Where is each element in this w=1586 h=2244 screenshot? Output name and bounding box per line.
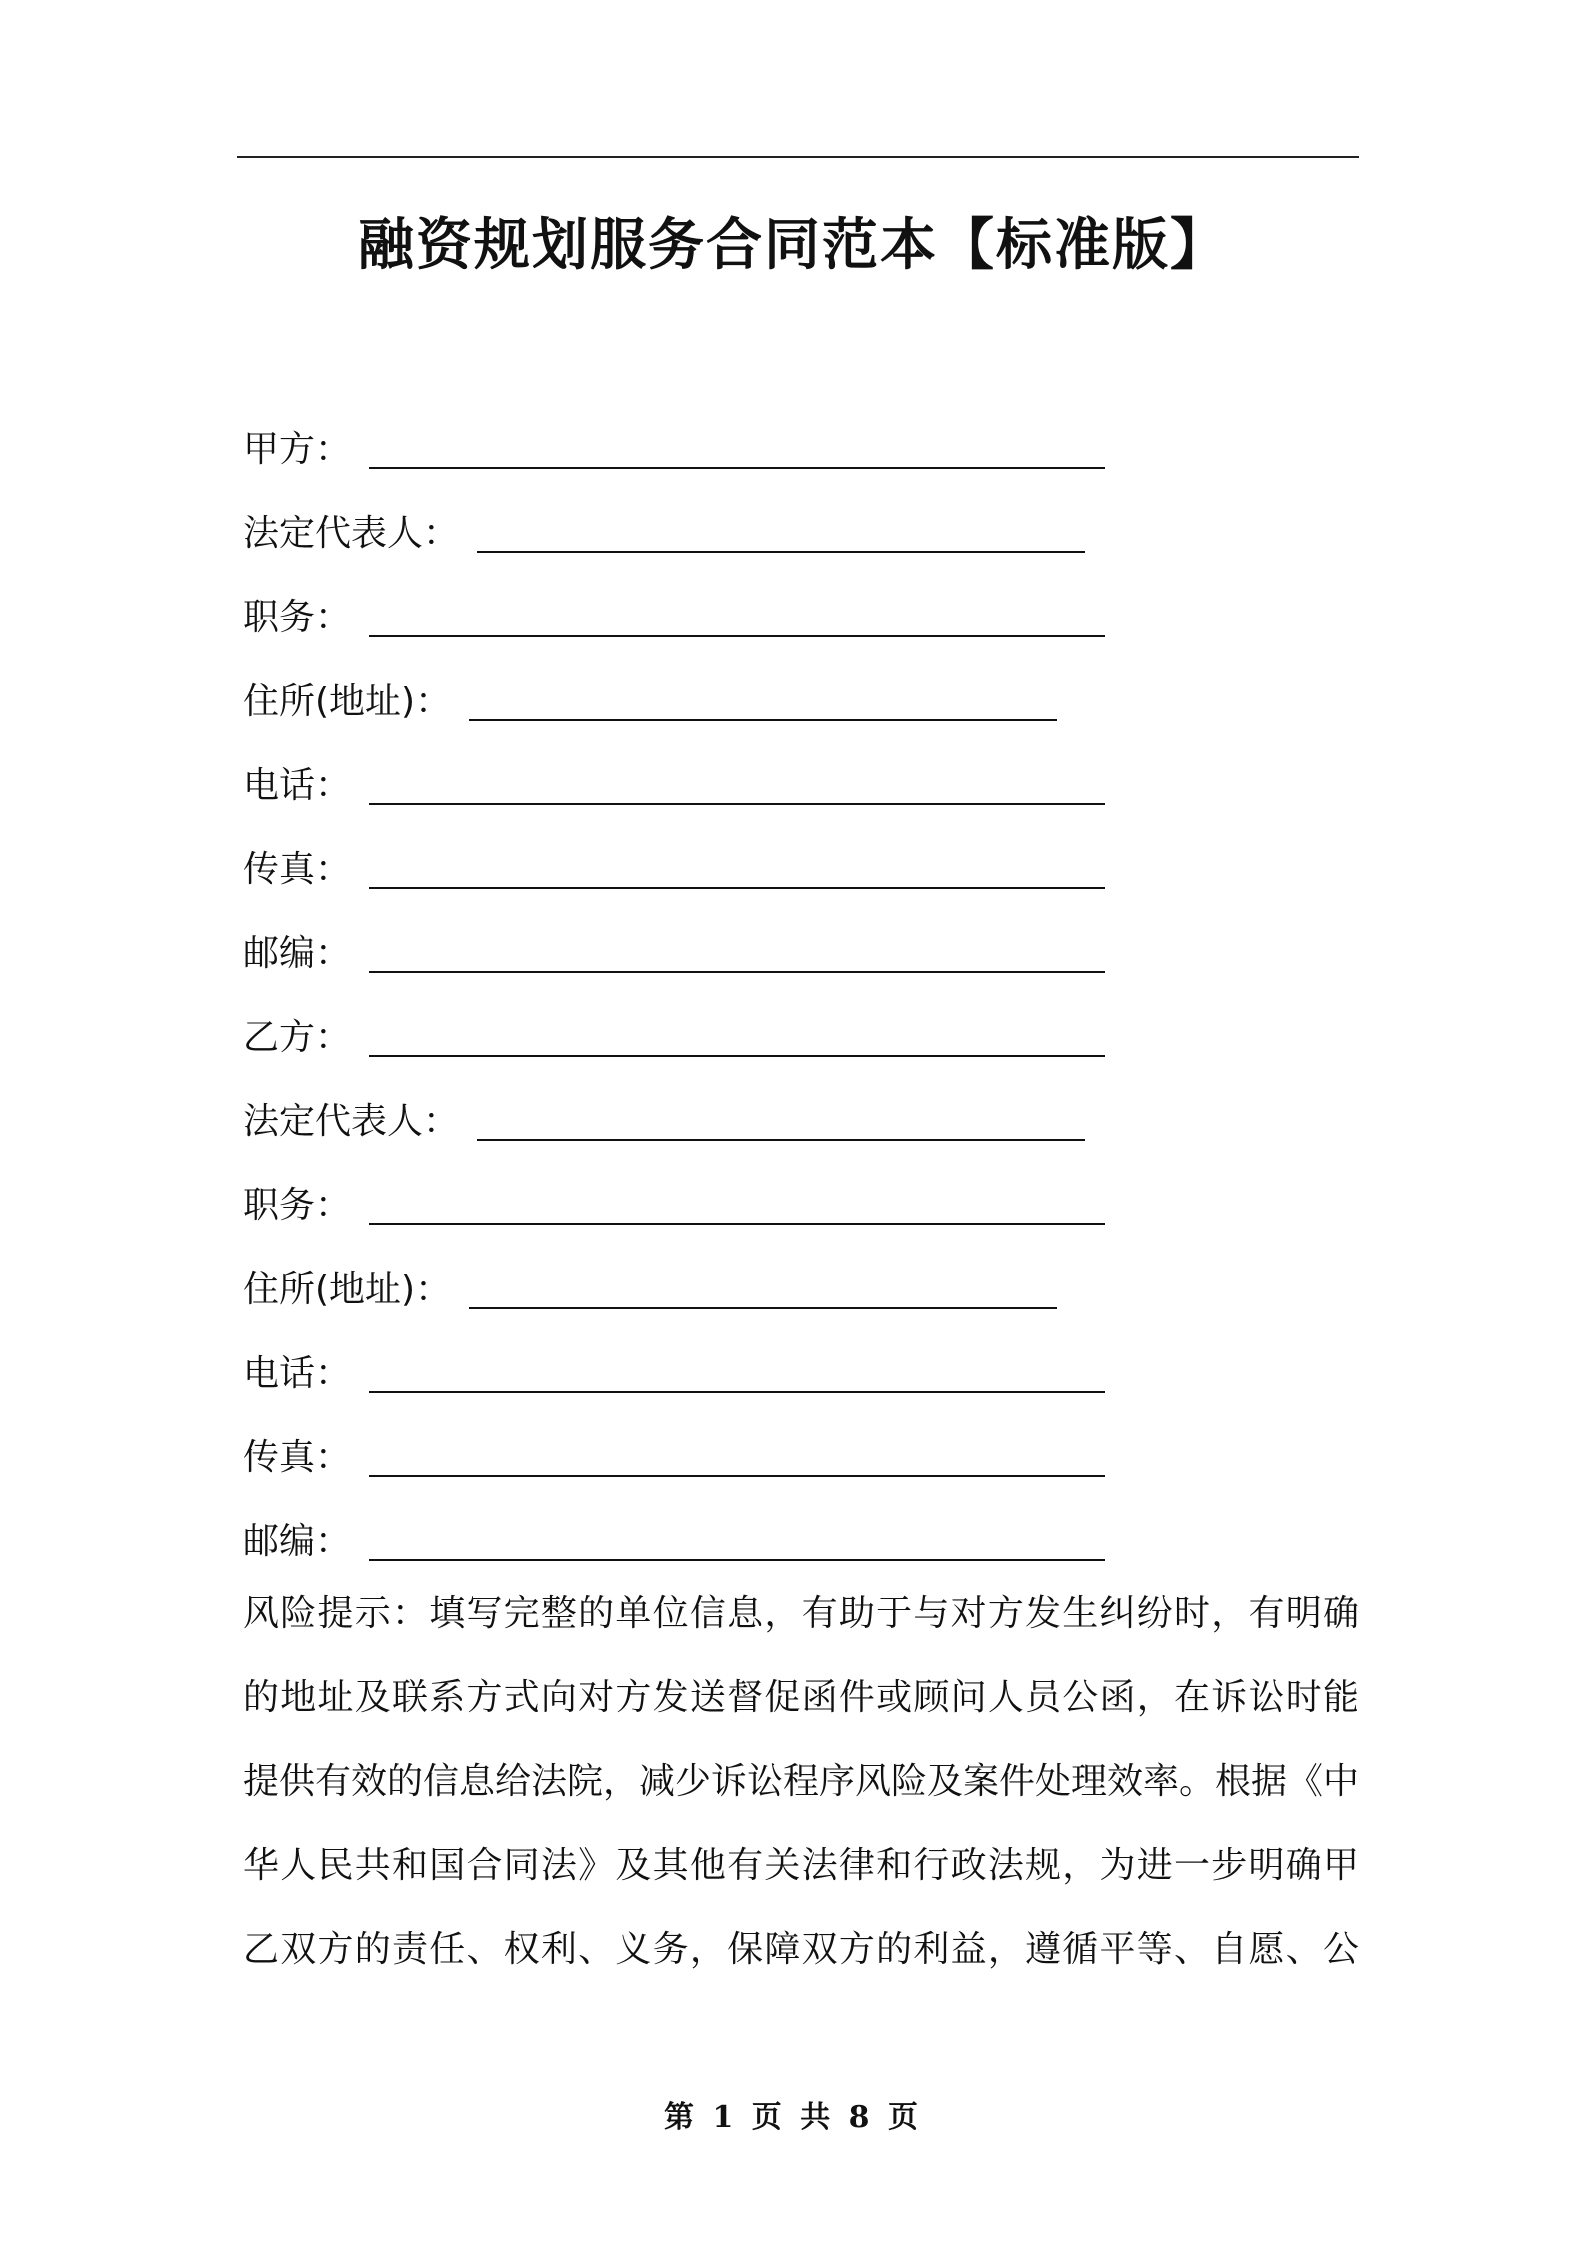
party-b-address-field	[243, 1244, 1393, 1328]
party-b-position-field	[243, 1160, 1393, 1244]
fill-in-blank[interactable]	[369, 931, 1105, 973]
fill-in-blank[interactable]	[369, 1519, 1105, 1561]
party-a-fax-field	[243, 824, 1393, 908]
party-b-representative-field	[243, 1076, 1393, 1160]
party-fields	[243, 404, 1393, 1580]
fill-in-blank[interactable]	[477, 1099, 1085, 1141]
paragraph-line: 乙双方的责任、权利、义务，保障双方的利益，遵循平等、自愿、公	[243, 1929, 1359, 1970]
fill-in-blank[interactable]	[469, 679, 1057, 721]
field-label: 乙方：	[243, 1016, 352, 1058]
paragraph-line: 华人民共和国合同法》及其他有关法律和行政法规，为进一步明确甲	[243, 1845, 1359, 1886]
field-label: 职务：	[243, 596, 352, 638]
party-a-representative-field	[243, 488, 1393, 572]
party-b-phone-field	[243, 1328, 1393, 1412]
field-label: 传真：	[243, 1436, 352, 1478]
field-label: 法定代表人：	[243, 1100, 460, 1142]
party-b-fax-field	[243, 1412, 1393, 1496]
field-label: 邮编：	[243, 1520, 352, 1562]
fill-in-blank[interactable]	[369, 427, 1105, 469]
fill-in-blank[interactable]	[469, 1267, 1057, 1309]
field-label: 住所(地址)：	[243, 680, 452, 722]
field-label: 电话：	[243, 1352, 352, 1394]
page-number-footer: 第 1 页 共 8 页	[664, 2100, 922, 2135]
party-a-phone-field	[243, 740, 1393, 824]
fill-in-blank[interactable]	[369, 1183, 1105, 1225]
party-b-postcode-field	[243, 1496, 1393, 1580]
fill-in-blank[interactable]	[369, 1435, 1105, 1477]
field-label: 住所(地址)：	[243, 1268, 452, 1310]
paragraph-line: 的地址及联系方式向对方发送督促函件或顾问人员公函，在诉讼时能	[243, 1677, 1359, 1718]
paragraph-line: 风险提示：填写完整的单位信息，有助于与对方发生纠纷时，有明确	[243, 1593, 1359, 1634]
field-label: 传真：	[243, 848, 352, 890]
field-label: 邮编：	[243, 932, 352, 974]
risk-notice-paragraph	[243, 1572, 1359, 1992]
fill-in-blank[interactable]	[369, 763, 1105, 805]
party-a-address-field	[243, 656, 1393, 740]
party-a-postcode-field	[243, 908, 1393, 992]
fill-in-blank[interactable]	[369, 595, 1105, 637]
field-label: 职务：	[243, 1184, 352, 1226]
field-label: 电话：	[243, 764, 352, 806]
party-b-name-field	[243, 992, 1393, 1076]
party-a-position-field	[243, 572, 1393, 656]
fill-in-blank[interactable]	[369, 1351, 1105, 1393]
document-title: 融资规划服务合同范本【标准版】	[358, 213, 1228, 278]
paragraph-line: 提供有效的信息给法院，减少诉讼程序风险及案件处理效率。根据《中	[243, 1761, 1360, 1802]
fill-in-blank[interactable]	[477, 511, 1085, 553]
header-rule	[237, 156, 1359, 158]
fill-in-blank[interactable]	[369, 1015, 1105, 1057]
party-a-name-field	[243, 404, 1393, 488]
field-label: 法定代表人：	[243, 512, 460, 554]
field-label: 甲方：	[243, 428, 352, 470]
fill-in-blank[interactable]	[369, 847, 1105, 889]
